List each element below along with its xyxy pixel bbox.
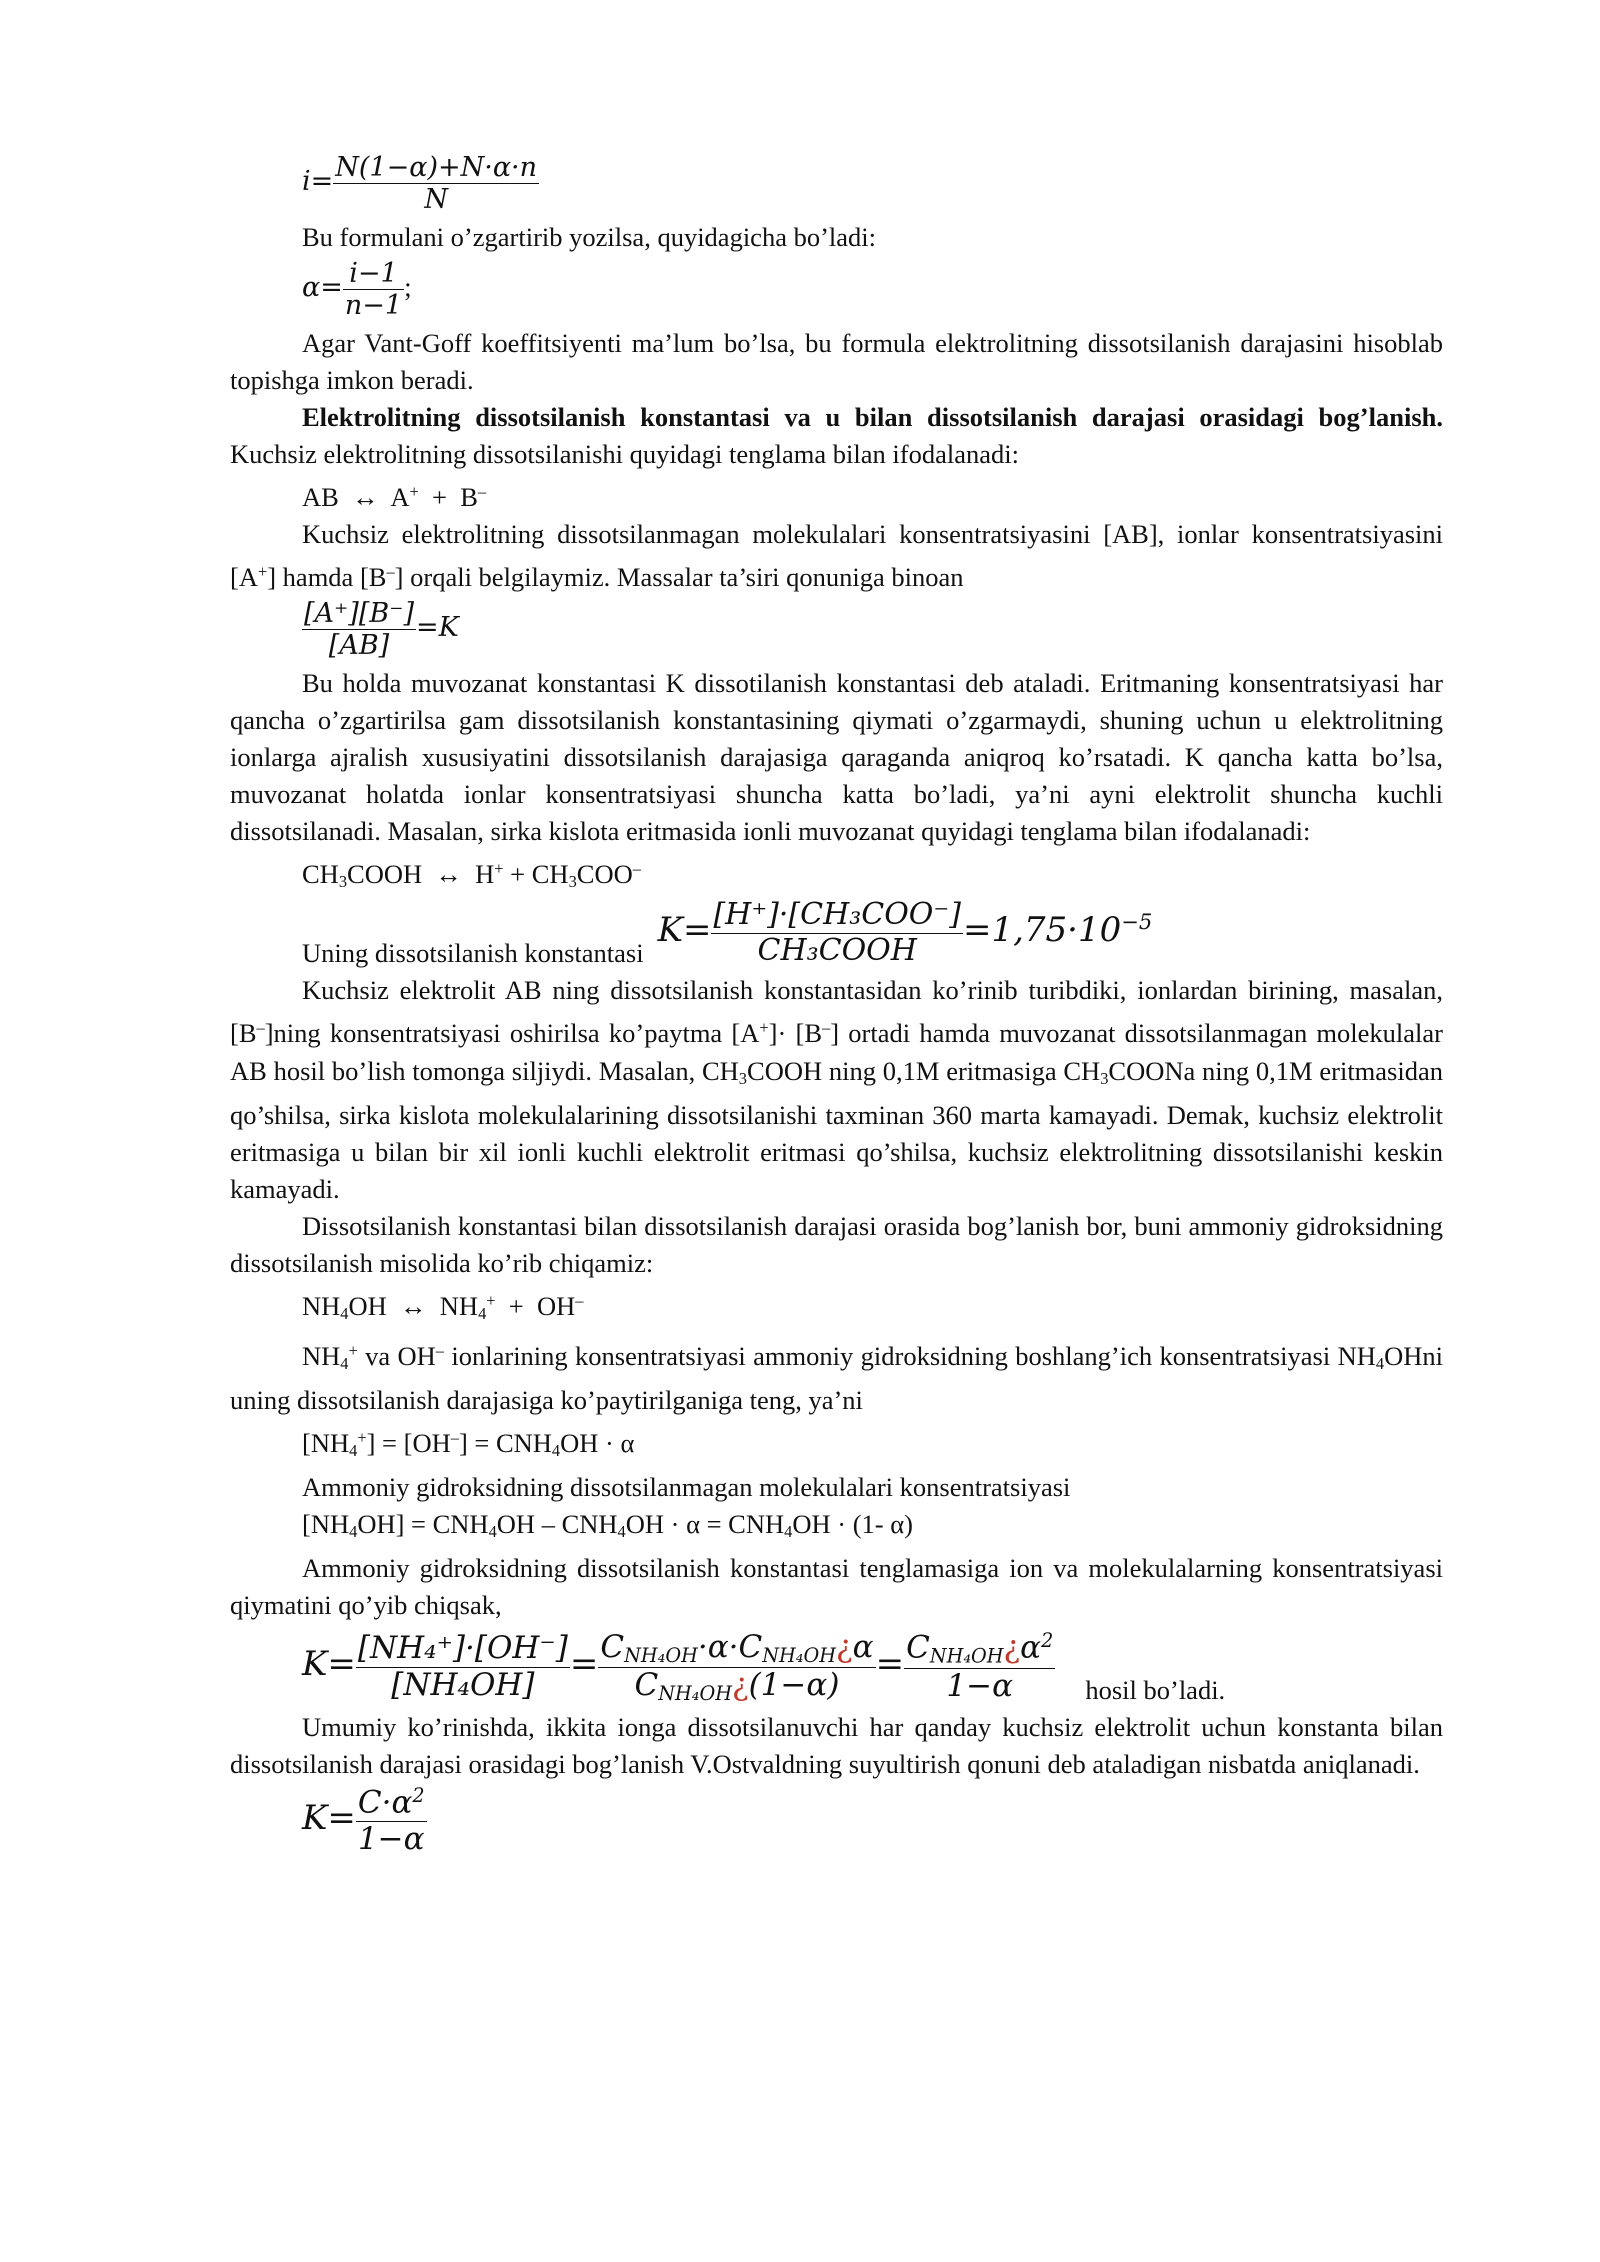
paragraph: Ammoniy gidroksidning dissotsilanish konstantasi tenglamasiga ion va molekulalarning konsentratsiyasi qiymatini qo’yib chiqsak, <box>230 1553 1443 1621</box>
equals-sign: = <box>569 1644 599 1685</box>
ostwald-dilution-law <box>302 1785 1443 1858</box>
superscript: + <box>357 1427 367 1447</box>
superscript: + <box>257 562 268 582</box>
text: ]ning konsentratsiyasi oshirilsa ko’paytma [A <box>264 1018 760 1049</box>
subscript: 3 <box>568 872 577 892</box>
paragraph: Ammoniy gidroksidning dissotsilanmagan molekulalari konsentratsiyasi <box>302 1471 1071 1502</box>
subscript: 4 <box>349 1522 358 1542</box>
subscript: 3 <box>738 1068 748 1088</box>
fraction-numerator <box>598 1630 875 1668</box>
fraction-numerator: i−1 <box>343 258 404 290</box>
text: va OH <box>357 1340 436 1371</box>
paragraph: Bu formulani o’zgartirib yozilsa, quyidagicha bo’ladi: <box>302 222 877 253</box>
superscript: + <box>348 1340 358 1360</box>
ion: H <box>475 859 495 890</box>
formula-lhs: K= <box>302 1644 356 1685</box>
fraction-numerator: [NH₄⁺]·[OH⁻] <box>357 1630 568 1667</box>
text: ]· [B <box>768 1018 823 1049</box>
fraction-denominator: 1−α <box>357 1821 425 1858</box>
subscript: 4 <box>1375 1353 1385 1373</box>
text: OH · α = CNH <box>625 1508 785 1539</box>
ammonium-constant-formula <box>302 1630 1055 1705</box>
fraction-numerator: [H⁺]·[CH₃COO⁻] <box>713 897 961 933</box>
section-heading: Elektrolitning dissotsilanish konstantasi va u bilan dissotsilanish darajasi orasidagi bog’lanish. <box>302 402 1443 433</box>
fraction-denominator <box>598 1668 875 1705</box>
subscript: NH₄OH <box>658 1681 732 1705</box>
formula-text: OH <box>348 1290 387 1321</box>
reaction-acetic-acid <box>230 850 1443 900</box>
exponent: −5 <box>1121 909 1153 935</box>
superscript: – <box>386 562 395 582</box>
subscript: 4 <box>784 1522 793 1542</box>
text: ] orqali belgilaymiz. Massalar ta’siri qonuniga binoan <box>394 562 964 593</box>
text: ] ortadi hamda muvozanat dissotsilanmagan molekulalar AB hosil bo’lish tomonga siljiydi. Masalan, CH <box>230 1018 1443 1086</box>
text: COONa ning 0,1M eritmasidan qo’shilsa, sirka kislota molekulalarining dissotsilanishi taxminan 360 marta kamayadi. Demak, kuchsiz elektrolit eritmasiga u bilan bir xil ionli kuchli elektrolit eritmasi qo’shilsa, kuchsiz elektrolitning dissotsilanishi keskin kamayadi. <box>230 1055 1443 1204</box>
subscript: 4 <box>488 1522 497 1542</box>
symbol: C <box>600 1629 625 1666</box>
formula-tail-text: hosil bo’ladi. <box>1085 1674 1226 1705</box>
text: [NH <box>302 1427 350 1458</box>
paragraph <box>230 1332 1443 1419</box>
paragraph: Agar Vant-Goff koeffitsiyenti ma’lum bo’lsa, bu formula elektrolitning dissotsilanish darajasini hisoblab topishga imkon beradi. <box>230 328 1443 396</box>
alpha-formula <box>302 258 1443 321</box>
render-glyph: ¿ <box>731 1666 749 1703</box>
fraction-denominator: N <box>424 184 448 216</box>
fraction-1 <box>356 1631 570 1703</box>
formula-lhs: K= <box>302 1798 356 1839</box>
paragraph-text: Kuchsiz elektrolitning dissotsilanishi quyidagi tenglama bilan ifodalanadi: <box>230 439 1019 470</box>
section-paragraph <box>230 399 1443 473</box>
text: NH <box>302 1340 341 1371</box>
formula-text: COO <box>576 859 633 890</box>
fraction-3 <box>904 1630 1055 1704</box>
formula-text: CH <box>302 859 339 890</box>
formula-text: CH <box>531 859 569 890</box>
charge: – <box>632 859 641 879</box>
reaction-ab <box>230 473 1443 516</box>
text: OH · (1- α) <box>792 1508 913 1539</box>
acetic-constant-row <box>230 897 1443 972</box>
exponent: 2 <box>412 1783 425 1807</box>
subscript: NH₄OH <box>762 1643 836 1667</box>
formula-fraction <box>711 898 962 968</box>
superscript: – <box>256 1018 265 1038</box>
symbol: C·α <box>357 1784 413 1821</box>
paragraph: Umumiy ko’rinishda, ikkita ionga dissotsilanuvchi har qanday kuchsiz elektrolit uchun konstanta bilan dissotsilanish darajasi orasidagi bog’lanish V.Ostvaldning suyultirish qonuni deb ataladigan nisbatda aniqlanadi. <box>230 1711 1443 1779</box>
text: OH · α <box>560 1427 635 1458</box>
document-page <box>230 150 1443 1862</box>
acetic-constant-formula <box>658 898 1153 968</box>
subscript: 4 <box>617 1522 626 1542</box>
text: Kuchsiz elektrolitning dissotsilanmagan molekulalari konsentratsiyasini [AB], ionlar konsentratsiyasini [A <box>230 519 1443 593</box>
paragraph: Dissotsilanish konstantasi bilan dissotsilanish darajasi orasida bog’lanish bor, buni ammoniy gidroksidning dissotsilanish misolida ko’rib chiqamiz: <box>230 1210 1443 1278</box>
formula-rhs: =1,75·10 <box>962 910 1122 951</box>
plus-sign: + <box>508 1290 524 1321</box>
fraction-numerator <box>904 1630 1055 1668</box>
formula-rhs: =K <box>415 612 459 643</box>
vant-hoff-formula <box>302 152 1443 215</box>
exponent: 2 <box>1041 1629 1054 1653</box>
formula-text: COOH <box>347 859 423 890</box>
ion: NH <box>439 1290 479 1321</box>
plus-sign: + <box>432 482 447 513</box>
fraction-denominator: 1−α <box>946 1667 1014 1704</box>
formula-tail: ; <box>404 271 412 302</box>
symbol: ·α·C <box>697 1629 763 1666</box>
equals-sign: = <box>310 165 334 197</box>
fraction-denominator: n−1 <box>344 290 403 322</box>
render-glyph: ¿ <box>1003 1629 1021 1666</box>
symbol: (1−α) <box>748 1666 840 1703</box>
subscript: 4 <box>340 1303 349 1323</box>
formula-lhs: K= <box>657 910 712 951</box>
text: [NH <box>302 1508 350 1539</box>
equilibrium-arrow: ↔ <box>352 482 379 513</box>
lead-text: Uning dissotsilanish konstantasi <box>302 938 644 969</box>
fraction-numerator: [A⁺][B⁻] <box>304 598 414 630</box>
symbol: C <box>906 1629 930 1666</box>
fraction-denominator: [NH₄OH] <box>391 1666 535 1703</box>
charge: + <box>486 1290 496 1310</box>
charge: – <box>477 482 487 502</box>
molecule-concentration-line <box>230 1506 1443 1550</box>
subscript: 4 <box>340 1353 349 1373</box>
paragraph: Bu holda muvozanat konstantasi K dissotilanish konstantasi deb ataladi. Eritmaning konsentratsiyasi har qancha o’zgartirilsa gam dissotsilanish konstantasining qiymati o’zgarmaydi, shuning uchun u elektrolitning ionlarga ajralish xususiyatini dissotsilanish darajasiga qaraganda aniqroq ko’rsatadi. K qancha katta bo’lsa, muvozanat holatda ionlar konsentratsiyasi shuncha katta bo’ladi, ya’ni ayni elektrolit shuncha kuchli dissotsilanadi. Masalan, sirka kislota eritmasida ionli muvozanat quyidagi tenglama bilan ifodalanadi: <box>230 668 1443 847</box>
reaction-ammonium <box>230 1282 1443 1332</box>
formula-fraction <box>356 1785 427 1858</box>
formula-lhs: i <box>302 165 311 197</box>
ion: A <box>390 482 410 513</box>
text: ] = [OH <box>366 1427 451 1458</box>
formula-text: NH <box>302 1290 341 1321</box>
formula-lhs: α <box>302 271 321 303</box>
paragraph <box>230 516 1443 596</box>
subscript: NH₄OH <box>624 1643 698 1667</box>
ion: OH <box>537 1290 576 1321</box>
charge: + <box>494 859 504 879</box>
fraction-numerator: N(1−α)+N·α·n <box>335 152 538 183</box>
reactant: AB <box>302 482 339 513</box>
subscript: 4 <box>478 1303 487 1323</box>
subscript: 4 <box>551 1440 561 1460</box>
charge: + <box>409 482 419 502</box>
equilibrium-arrow: ↔ <box>400 1290 427 1321</box>
superscript: – <box>435 1340 445 1360</box>
ammonium-constant-row <box>302 1630 1443 1705</box>
render-glyph: ¿ <box>836 1629 853 1666</box>
formula-fraction <box>302 598 416 661</box>
text: OH] = CNH <box>357 1508 489 1539</box>
text: Kuchsiz elektrolit AB ning dissotsilanish konstantasidan ko’rinib turibdiki, ionlardan birining, masalan, [B <box>230 975 1443 1049</box>
text: OH – CNH <box>496 1508 618 1539</box>
superscript: – <box>450 1427 459 1447</box>
formula-fraction <box>343 258 404 321</box>
equals-sign: = <box>875 1644 905 1685</box>
superscript: + <box>759 1018 769 1038</box>
text: OHni uning dissotsilanish darajasiga ko’paytirilganiga teng, ya’ni <box>230 1340 1443 1415</box>
fraction-denominator: [AB] <box>328 630 390 662</box>
equals-sign: = <box>320 271 343 303</box>
fraction-numerator <box>356 1785 427 1822</box>
fraction-2 <box>598 1630 875 1705</box>
charge: – <box>575 1290 584 1310</box>
symbol: C <box>634 1666 659 1703</box>
subscript: 4 <box>349 1440 358 1460</box>
ion-concentration-line <box>230 1419 1443 1469</box>
superscript: – <box>822 1018 831 1038</box>
fraction-denominator: CH₃COOH <box>757 932 917 968</box>
formula-fraction <box>333 152 539 215</box>
equilibrium-arrow: ↔ <box>435 859 462 890</box>
subscript: 3 <box>1100 1068 1109 1088</box>
paragraph <box>230 972 1443 1207</box>
text: COOH ning 0,1M eritmasiga CH <box>747 1055 1101 1086</box>
symbol: α <box>1020 1629 1042 1666</box>
plus-sign: + <box>510 859 526 890</box>
symbol: α <box>852 1629 874 1666</box>
text: ionlarining konsentratsiyasi ammoniy gidroksidning boshlang’ich konsentratsiyasi NH <box>444 1340 1376 1371</box>
text: ] = CNH <box>458 1427 552 1458</box>
text: ] hamda [B <box>267 562 387 593</box>
subscript: NH₄OH <box>929 1644 1004 1668</box>
subscript: 3 <box>338 872 348 892</box>
mass-action-formula <box>302 598 1443 661</box>
ion: B <box>460 482 478 513</box>
